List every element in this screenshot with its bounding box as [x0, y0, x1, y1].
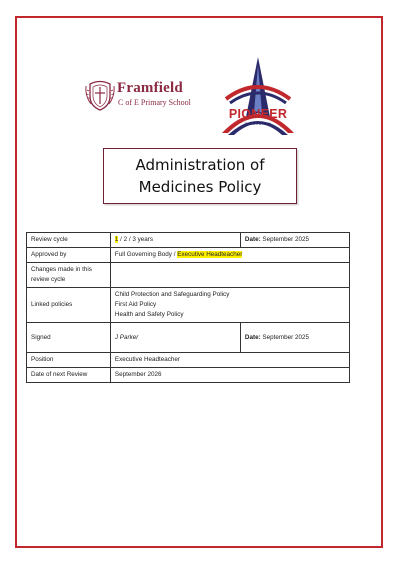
signature: J Parker — [110, 323, 240, 353]
table-row-linked-policies — [27, 288, 350, 323]
review-cycle-date — [240, 233, 349, 248]
linked-policy-item: Child Protection and Safeguarding Policy — [114, 291, 230, 298]
signed-date-label: Date: — [244, 333, 261, 341]
table-row-approved-by — [27, 248, 350, 263]
next-review-value: September 2026 — [110, 368, 349, 383]
table-row-next-review — [27, 368, 350, 383]
pioneer-spire-icon — [218, 55, 298, 140]
review-date-value: September 2025 — [260, 236, 309, 243]
review-cycle-highlight: 1 — [114, 236, 119, 243]
review-cycle-rest: / 2 / 3 years — [118, 236, 154, 243]
changes-label: Changes made in this review cycle — [27, 263, 111, 288]
approved-by-label: Approved by — [27, 248, 111, 263]
document-title-line-2: Medicines Policy — [138, 178, 262, 196]
approved-by-highlight: Executive Headteacher — [177, 251, 243, 258]
approved-by-value — [110, 248, 349, 263]
table-row-position — [27, 353, 350, 368]
review-date-label: Date: — [244, 236, 261, 243]
linked-policies-label: Linked policies — [27, 288, 111, 323]
table-row-review-cycle — [27, 233, 350, 248]
signed-date-value: September 2025 — [260, 333, 309, 341]
approved-by-plain: Full Governing Body / — [114, 251, 178, 258]
linked-policy-item: First Aid Policy — [114, 301, 157, 308]
document-title-box — [103, 148, 297, 204]
framfield-name: Framfield — [117, 80, 183, 96]
signed-label: Signed — [27, 323, 111, 353]
review-cycle-label: Review cycle — [27, 233, 111, 248]
table-row-signed — [27, 323, 350, 353]
table-row-changes — [27, 263, 350, 288]
changes-value — [110, 263, 349, 288]
policy-info-table — [26, 232, 350, 383]
linked-policy-item: Health and Safety Policy — [114, 311, 184, 318]
pioneer-subtitle: FEDERATION — [244, 122, 272, 126]
review-cycle-value — [110, 233, 240, 248]
pioneer-name: PIONEER — [228, 107, 288, 121]
pioneer-logo — [218, 55, 298, 140]
framfield-logo — [84, 78, 194, 114]
position-value: Executive Headteacher — [110, 353, 349, 368]
linked-policies-value — [110, 288, 349, 323]
framfield-subtitle: C of E Primary School — [118, 98, 191, 107]
document-title-line-1: Administration of — [135, 156, 265, 174]
position-label: Position — [27, 353, 111, 368]
signed-date — [240, 323, 349, 353]
framfield-crest-icon — [84, 78, 116, 112]
next-review-label: Date of next Review — [27, 368, 111, 383]
